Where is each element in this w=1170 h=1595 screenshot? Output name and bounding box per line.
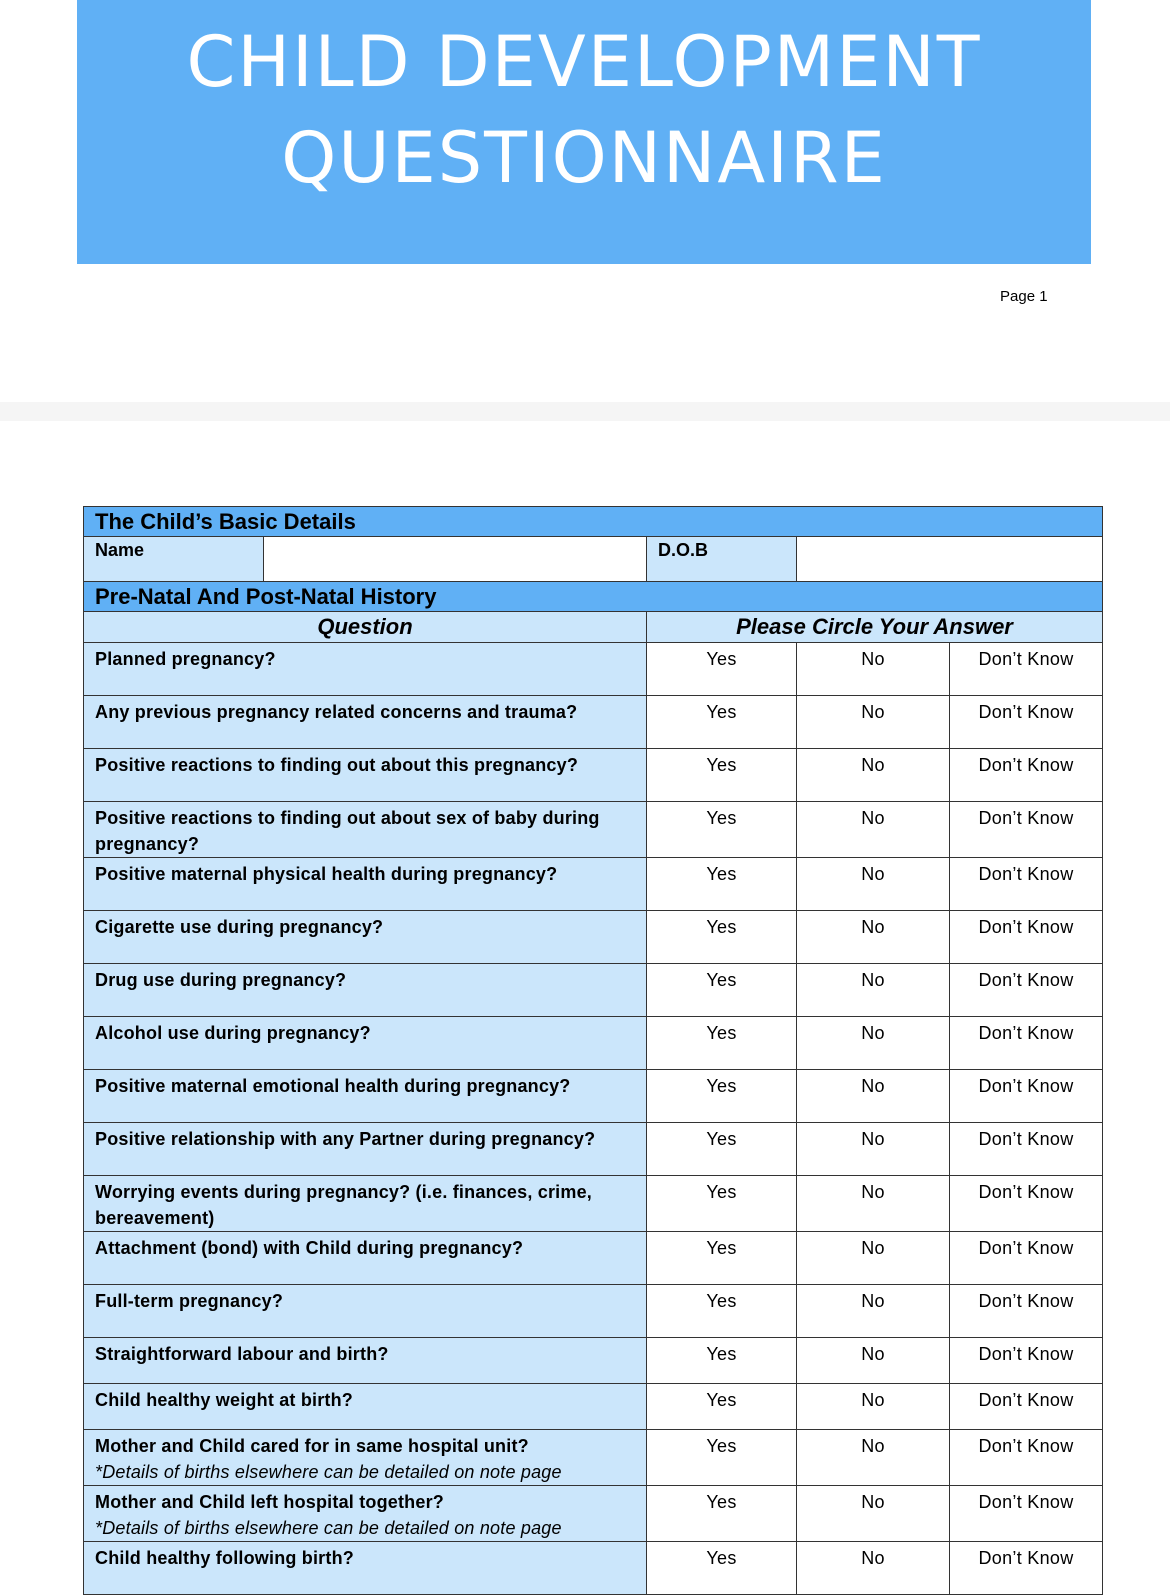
answer-yes[interactable]: Yes bbox=[647, 749, 797, 802]
question-row bbox=[84, 1430, 1103, 1486]
answer-no[interactable]: No bbox=[797, 1123, 950, 1176]
questionnaire-table bbox=[83, 506, 1103, 1595]
answer-no[interactable]: No bbox=[797, 1070, 950, 1123]
question-text: Cigarette use during pregnancy? bbox=[95, 917, 384, 937]
question-row bbox=[84, 911, 1103, 964]
question-row bbox=[84, 802, 1103, 858]
answer-no[interactable]: No bbox=[797, 696, 950, 749]
name-field[interactable] bbox=[264, 537, 647, 582]
answer-dont-know[interactable]: Don’t Know bbox=[950, 696, 1103, 749]
question-cell bbox=[84, 964, 647, 1017]
answer-dont-know[interactable]: Don’t Know bbox=[950, 749, 1103, 802]
question-text: Full-term pregnancy? bbox=[95, 1291, 284, 1311]
answer-yes[interactable]: Yes bbox=[647, 802, 797, 858]
question-cell bbox=[84, 1232, 647, 1285]
question-text: Attachment (bond) with Child during pregnancy? bbox=[95, 1238, 524, 1258]
dob-field[interactable] bbox=[797, 537, 1103, 582]
answer-dont-know[interactable]: Don’t Know bbox=[950, 1338, 1103, 1384]
question-note: *Details of births elsewhere can be detailed on note page bbox=[95, 1462, 562, 1482]
answer-yes[interactable]: Yes bbox=[647, 1542, 797, 1595]
question-row bbox=[84, 1070, 1103, 1123]
answer-yes[interactable]: Yes bbox=[647, 1338, 797, 1384]
question-text: Planned pregnancy? bbox=[95, 649, 276, 669]
answer-dont-know[interactable]: Don’t Know bbox=[950, 911, 1103, 964]
answer-dont-know[interactable]: Don’t Know bbox=[950, 1384, 1103, 1430]
page-separator bbox=[0, 402, 1170, 421]
title-banner bbox=[77, 0, 1091, 264]
answer-yes[interactable]: Yes bbox=[647, 1430, 797, 1486]
answer-dont-know[interactable]: Don’t Know bbox=[950, 1017, 1103, 1070]
answer-yes[interactable]: Yes bbox=[647, 1070, 797, 1123]
answer-dont-know[interactable]: Don’t Know bbox=[950, 858, 1103, 911]
question-text: Child healthy weight at birth? bbox=[95, 1390, 353, 1410]
question-cell bbox=[84, 1017, 647, 1070]
question-note: *Details of births elsewhere can be detailed on note page bbox=[95, 1518, 562, 1538]
question-text: Positive maternal emotional health during pregnancy? bbox=[95, 1076, 571, 1096]
answer-no[interactable]: No bbox=[797, 1384, 950, 1430]
dob-label: D.O.B bbox=[647, 537, 797, 582]
answer-dont-know[interactable]: Don’t Know bbox=[950, 1176, 1103, 1232]
title-line-2: QUESTIONNAIRE bbox=[281, 117, 887, 199]
question-text: Child healthy following birth? bbox=[95, 1548, 354, 1568]
answer-yes[interactable]: Yes bbox=[647, 964, 797, 1017]
question-cell bbox=[84, 1123, 647, 1176]
answer-no[interactable]: No bbox=[797, 1176, 950, 1232]
question-row bbox=[84, 696, 1103, 749]
answer-yes[interactable]: Yes bbox=[647, 858, 797, 911]
question-row bbox=[84, 1176, 1103, 1232]
question-cell bbox=[84, 749, 647, 802]
answer-yes[interactable]: Yes bbox=[647, 643, 797, 696]
answer-no[interactable]: No bbox=[797, 1430, 950, 1486]
answer-dont-know[interactable]: Don’t Know bbox=[950, 1285, 1103, 1338]
question-text: Alcohol use during pregnancy? bbox=[95, 1023, 371, 1043]
page-number: Page 1 bbox=[1000, 288, 1048, 305]
question-cell bbox=[84, 643, 647, 696]
question-text: Worrying events during pregnancy? (i.e. finances, crime, bereavement) bbox=[95, 1182, 592, 1228]
answer-yes[interactable]: Yes bbox=[647, 1123, 797, 1176]
question-row bbox=[84, 1542, 1103, 1595]
answer-no[interactable]: No bbox=[797, 643, 950, 696]
question-text: Positive reactions to finding out about this pregnancy? bbox=[95, 755, 579, 775]
question-text: Straightforward labour and birth? bbox=[95, 1344, 389, 1364]
question-row bbox=[84, 1338, 1103, 1384]
question-cell bbox=[84, 802, 647, 858]
basic-details-heading: The Child’s Basic Details bbox=[84, 507, 1103, 537]
answer-dont-know[interactable]: Don’t Know bbox=[950, 1486, 1103, 1542]
question-text: Mother and Child left hospital together? bbox=[95, 1492, 444, 1512]
question-cell bbox=[84, 911, 647, 964]
question-text: Positive reactions to finding out about sex of baby during pregnancy? bbox=[95, 808, 600, 854]
answer-yes[interactable]: Yes bbox=[647, 1285, 797, 1338]
answer-yes[interactable]: Yes bbox=[647, 1017, 797, 1070]
answer-yes[interactable]: Yes bbox=[647, 1384, 797, 1430]
answer-yes[interactable]: Yes bbox=[647, 1486, 797, 1542]
question-text: Drug use during pregnancy? bbox=[95, 970, 347, 990]
question-row bbox=[84, 749, 1103, 802]
question-cell bbox=[84, 696, 647, 749]
question-cell bbox=[84, 1486, 647, 1542]
question-cell bbox=[84, 1176, 647, 1232]
question-cell bbox=[84, 1285, 647, 1338]
answer-no[interactable]: No bbox=[797, 1542, 950, 1595]
history-heading: Pre-Natal And Post-Natal History bbox=[84, 582, 1103, 612]
question-text: Mother and Child cared for in same hospital unit? bbox=[95, 1436, 529, 1456]
answer-dont-know[interactable]: Don’t Know bbox=[950, 1430, 1103, 1486]
answer-yes[interactable]: Yes bbox=[647, 1232, 797, 1285]
answer-no[interactable]: No bbox=[797, 1017, 950, 1070]
question-cell bbox=[84, 1070, 647, 1123]
question-cell bbox=[84, 1430, 647, 1486]
answer-column-header: Please Circle Your Answer bbox=[647, 612, 1103, 643]
question-text: Positive maternal physical health during pregnancy? bbox=[95, 864, 558, 884]
answer-no[interactable]: No bbox=[797, 911, 950, 964]
answer-dont-know[interactable]: Don’t Know bbox=[950, 1123, 1103, 1176]
answer-yes[interactable]: Yes bbox=[647, 696, 797, 749]
answer-yes[interactable]: Yes bbox=[647, 1176, 797, 1232]
answer-dont-know[interactable]: Don’t Know bbox=[950, 802, 1103, 858]
question-row bbox=[84, 1384, 1103, 1430]
question-cell bbox=[84, 1384, 647, 1430]
answer-dont-know[interactable]: Don’t Know bbox=[950, 964, 1103, 1017]
question-row bbox=[84, 1123, 1103, 1176]
answer-no[interactable]: No bbox=[797, 964, 950, 1017]
answer-dont-know[interactable]: Don’t Know bbox=[950, 1542, 1103, 1595]
answer-dont-know[interactable]: Don’t Know bbox=[950, 643, 1103, 696]
answer-no[interactable]: No bbox=[797, 1285, 950, 1338]
question-row bbox=[84, 1017, 1103, 1070]
answer-no[interactable]: No bbox=[797, 858, 950, 911]
question-cell bbox=[84, 858, 647, 911]
question-row bbox=[84, 1285, 1103, 1338]
answer-dont-know[interactable]: Don’t Know bbox=[950, 1232, 1103, 1285]
answer-dont-know[interactable]: Don’t Know bbox=[950, 1070, 1103, 1123]
question-row bbox=[84, 964, 1103, 1017]
question-row bbox=[84, 1232, 1103, 1285]
question-text: Positive relationship with any Partner during pregnancy? bbox=[95, 1129, 596, 1149]
answer-no[interactable]: No bbox=[797, 749, 950, 802]
question-row bbox=[84, 643, 1103, 696]
question-row bbox=[84, 858, 1103, 911]
answer-no[interactable]: No bbox=[797, 1338, 950, 1384]
answer-yes[interactable]: Yes bbox=[647, 911, 797, 964]
question-cell bbox=[84, 1542, 647, 1595]
answer-no[interactable]: No bbox=[797, 1486, 950, 1542]
question-column-header: Question bbox=[84, 612, 647, 643]
name-label: Name bbox=[84, 537, 264, 582]
title-line-1: CHILD DEVELOPMENT bbox=[186, 21, 982, 103]
question-text: Any previous pregnancy related concerns and trauma? bbox=[95, 702, 578, 722]
answer-no[interactable]: No bbox=[797, 802, 950, 858]
answer-no[interactable]: No bbox=[797, 1232, 950, 1285]
question-cell bbox=[84, 1338, 647, 1384]
question-row bbox=[84, 1486, 1103, 1542]
